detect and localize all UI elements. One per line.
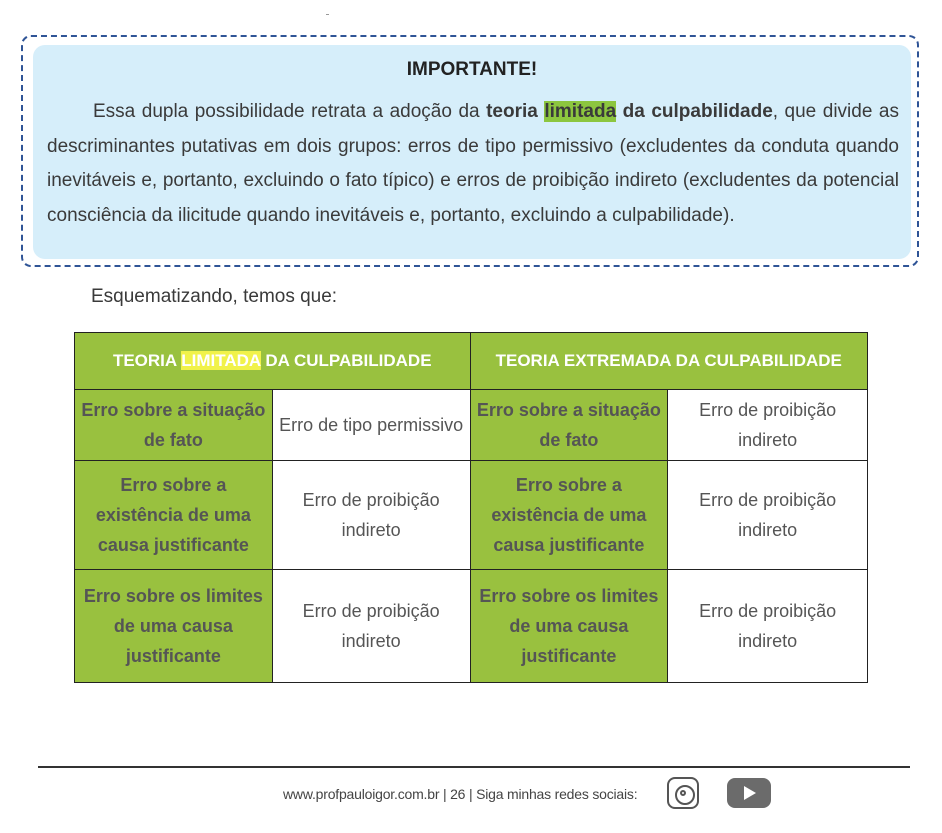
row3-right-case: Erro sobre os limites de uma causa justificante [470,570,668,683]
artifact-mark [326,14,329,15]
header-left-post: DA CULPABILIDADE [260,351,432,370]
table-row [75,390,868,461]
row1-right-result: Erro de proibição indireto [668,390,868,461]
theory-comparison-table [74,332,868,683]
important-box-background [33,45,911,259]
important-text-part1: Essa dupla possibilidade retrata a adoção da [93,101,487,122]
header-left-highlight: LIMITADA [181,351,261,370]
instagram-icon[interactable] [667,777,699,809]
important-bold-1: teoria [486,101,545,122]
table-row [75,461,868,570]
important-text-part2: , que divide as descriminantes putativas em dois grupos: erros de tipo permissivo (excludentes da conduta quando inevitáveis e, portanto, excluindo o fato típico) e erros de proibição indireto (excludentes da potencial consciência da ilicitude quando inevitáveis e, portanto, excluindo a culpabilidade). [47,101,899,226]
important-highlight-limitada: limitada [544,101,617,122]
header-left-pre: TEORIA [112,351,182,370]
header-extreme-theory: TEORIA EXTREMADA DA CULPABILIDADE [470,333,868,390]
row1-left-case: Erro sobre a situação de fato [75,390,273,461]
table-header-row [75,333,868,390]
important-title: IMPORTANTE! [406,59,538,80]
row3-left-result: Erro de proibição indireto [272,570,470,683]
important-box [21,35,919,267]
intro-text: Esquematizando, temos que: [91,286,338,307]
header-limited-theory [75,333,471,390]
row2-left-result: Erro de proibição indireto [272,461,470,570]
table-row [75,570,868,683]
row2-right-result: Erro de proibição indireto [668,461,868,570]
row3-right-result: Erro de proibição indireto [668,570,868,683]
footer-divider [38,766,910,768]
important-paragraph [47,95,899,233]
footer-text: www.profpauloigor.com.br | 26 | Siga minhas redes sociais: [283,786,638,802]
row3-left-case: Erro sobre os limites de uma causa justificante [75,570,273,683]
row2-left-case: Erro sobre a existência de uma causa justificante [75,461,273,570]
row1-left-result: Erro de tipo permissivo [272,390,470,461]
important-bold-2: da culpabilidade [616,101,773,122]
youtube-icon[interactable] [727,778,771,808]
row2-right-case: Erro sobre a existência de uma causa justificante [470,461,668,570]
row1-right-case: Erro sobre a situação de fato [470,390,668,461]
